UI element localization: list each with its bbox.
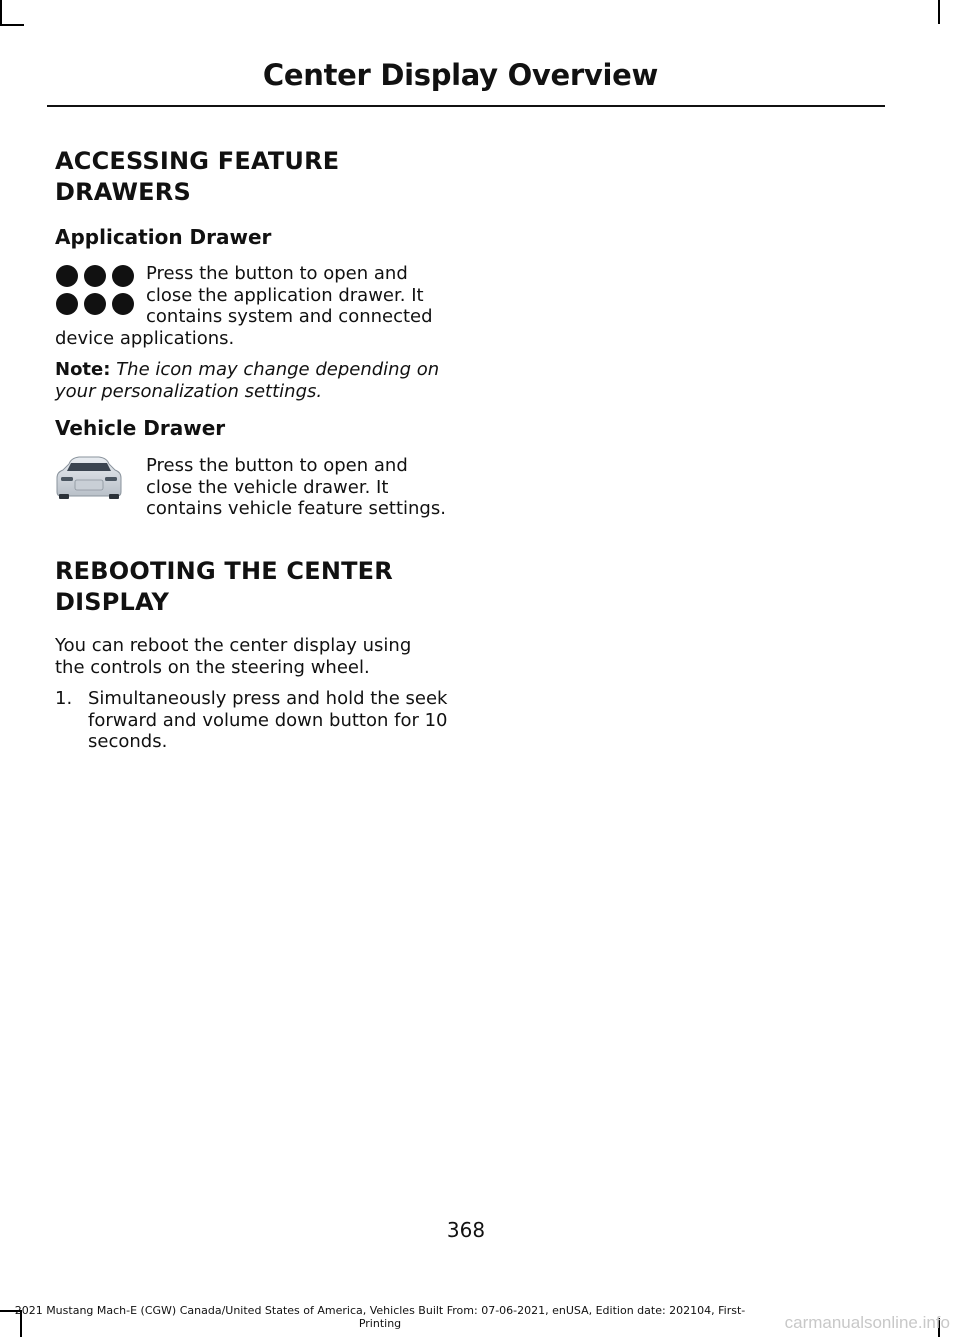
- subheading-application-drawer: [55, 225, 450, 249]
- heading-line: DRAWERS: [55, 178, 191, 206]
- reboot-intro: You can reboot the center display using the controls on the steering wheel.: [55, 635, 412, 678]
- note: [55, 359, 450, 402]
- app-drawer-description-cont: device applications.: [55, 328, 235, 349]
- header-divider: [47, 105, 885, 107]
- note-text: The icon may change depending on your personalization settings.: [55, 359, 440, 402]
- vehicle-drawer-description: Press the button to open and close the vehicle drawer. It contains vehicle feature settings.: [146, 455, 446, 519]
- section-heading-rebooting: [55, 556, 450, 618]
- page-title: Center Display Overview: [262, 58, 658, 92]
- subheading-text: Vehicle Drawer: [55, 416, 226, 440]
- crop-mark-top-left: [0, 0, 2, 24]
- step-text: Simultaneously press and hold the seek forward and volume down button for 10 seconds.: [88, 688, 448, 752]
- app-grid-icon: [55, 262, 135, 320]
- vehicle-icon: [55, 454, 123, 504]
- crop-mark-top-right: [938, 0, 940, 24]
- watermark: carmanualsonline.info: [784, 1313, 950, 1332]
- heading-line: DISPLAY: [55, 588, 170, 616]
- heading-line: ACCESSING FEATURE: [55, 147, 340, 175]
- subheading-vehicle-drawer: [55, 416, 450, 440]
- app-drawer-description: Press the button to open and close the application drawer. It contains system and connected: [146, 263, 433, 327]
- footer-edition-info: 2021 Mustang Mach-E (CGW) Canada/United States of America, Vehicles Built From: 07-06-2021, enUSA, Edition date: 202104, First-Printing: [14, 1304, 746, 1330]
- page-number: 368: [446, 1218, 486, 1242]
- step-number: 1.: [55, 688, 73, 709]
- crop-mark-top-left-h: [0, 24, 24, 26]
- subheading-text: Application Drawer: [55, 225, 272, 249]
- heading-line: REBOOTING THE CENTER: [55, 557, 393, 585]
- note-label: Note:: [55, 359, 111, 380]
- section-heading-accessing: [55, 146, 450, 208]
